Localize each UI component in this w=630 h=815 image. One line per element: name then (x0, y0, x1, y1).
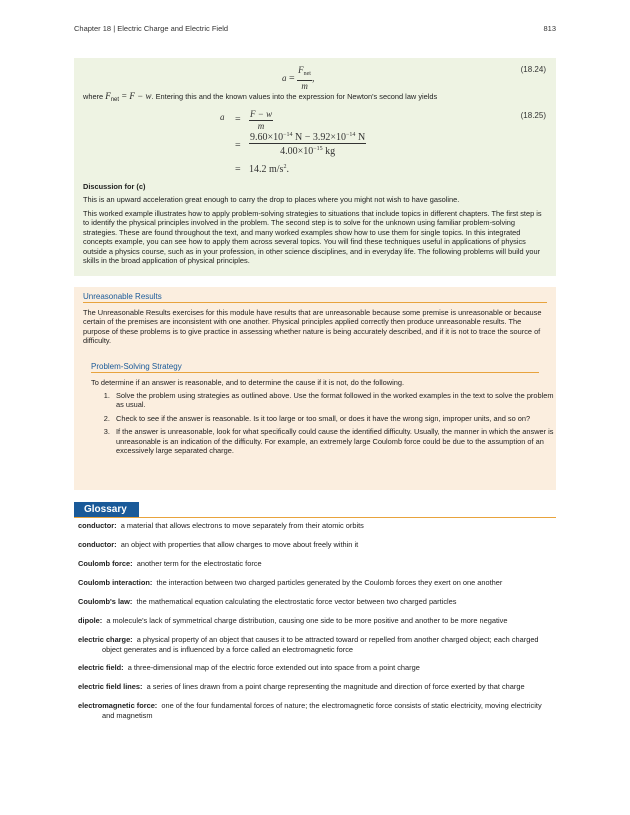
glossary-header (74, 502, 556, 518)
eq2-line2-den-a: 4.00×10 (280, 146, 314, 157)
eq2-line3-end: . (286, 164, 289, 175)
glossary-definition: a physical property of an object that causes it to be attracted toward or repelled from another charged object; each charged object generates and is influenced by a force called an electromagnetic force (102, 634, 539, 654)
glossary-term: Coulomb force: (78, 558, 133, 568)
glossary-entry (78, 521, 554, 531)
glossary-entry (78, 597, 554, 607)
glossary-term: electric charge: (78, 634, 133, 644)
eq2-line2-num-unit: N (355, 132, 366, 143)
eq1-numerator: F (298, 65, 304, 75)
glossary-definition: one of the four fundamental forces of nature; the electromagnetic force consists of static electricity, moving electricity and magnetism (102, 701, 542, 721)
glossary-entry (78, 578, 554, 588)
page-header (74, 24, 556, 33)
unreasonable-results-title: Unreasonable Results (83, 292, 547, 303)
strategy-steps (94, 391, 558, 459)
glossary-entry (78, 635, 554, 654)
eq2-line1-den: m (257, 121, 265, 131)
equation-18-24: a = $\frac{F_{net}}{m}$ , (282, 65, 315, 91)
glossary-term: conductor: (78, 521, 117, 530)
glossary-term: Coulomb interaction: (78, 577, 153, 587)
eq2-line2 (249, 130, 366, 157)
glossary-entry (78, 682, 554, 692)
glossary-definition: an object with properties that allow charges to move about freely within it (120, 539, 359, 549)
eq1-numerator-sub: net (303, 71, 311, 77)
strategy-step: 1. Solve the problem using strategies as outlined above. Use the format followed in the worked examples in the text to solve the problem as usual. (112, 391, 558, 410)
glossary-term: electromagnetic force: (78, 701, 158, 711)
eq2-line1 (249, 109, 273, 132)
equation-number-18-25: (18.25) (520, 111, 546, 120)
strategy-step: 3. If the answer is unreasonable, look for what specifically could cause the identified difficulty. Usually, the manner in which the answer is unreasonable is an indication of the difficulty. For example, an extremely large Coulomb force could be due to the assumption of an excessively large separated charge. (112, 427, 558, 455)
page-number: 813 (543, 24, 556, 33)
where-rhs: = F − w (121, 91, 152, 101)
discussion-paragraph-1: This is an upward acceleration great enough to carry the drop to places where you might not wish to have gasoline. (83, 195, 460, 204)
strategy-intro: To determine if an answer is reasonable, and to determine the cause if it is not, do the following. (91, 378, 405, 387)
glossary-entry (78, 559, 554, 569)
equation-number-18-24: (18.24) (520, 65, 546, 74)
eq2-line1-num: F − w (250, 109, 273, 119)
where-f-net-sub: net (110, 97, 120, 103)
eq2-line3 (249, 164, 289, 175)
eq2-line2-num-a-exp: −14 (283, 132, 293, 138)
glossary-definition: a material that allows electrons to move separately from their atomic orbits (120, 521, 364, 530)
discussion-heading: Discussion for (c) (83, 182, 146, 191)
eq2-equals-1: = (235, 114, 241, 125)
where-line (83, 92, 547, 105)
eq2-line2-num-mid: N − 3.92×10 (292, 132, 347, 143)
strategy-step: 2. Check to see if the answer is reasonable. Is it too large or too small, or does it have the wrong sign, improper units, and so on? (112, 414, 558, 423)
eq2-equals-3: = (235, 164, 241, 175)
eq2-line2-den-unit: kg (322, 146, 336, 157)
glossary-definition: a three-dimensional map of the electric force extended out into space from a point charge (127, 663, 420, 673)
glossary-entry (78, 540, 554, 550)
glossary-definition: a series of lines drawn from a point charge representing the magnitude and direction of force exerted by that charge (146, 682, 525, 692)
glossary-term: Coulomb's law: (78, 596, 133, 606)
chapter-title: Chapter 18 | Electric Charge and Electric Field (74, 24, 229, 33)
glossary-definition: the mathematical equation calculating the electrostatic force vector between two charged particles (136, 596, 457, 606)
glossary-term: electric field lines: (78, 682, 143, 692)
glossary-list (78, 521, 554, 730)
discussion-paragraph-2: This worked example illustrates how to apply problem-solving strategies to situations that include topics in different chapters. The first step is to identify the physical principles involved in the problem. The second step is to solve for the unknown using familiar problem-solving strategies. These are found throughout the text, and many worked examples show how to use them for single topics. In this integrated concepts example, you can see how to apply them across several topics. You will find these techniques useful in applications of physics outside a physics course, such as in your profession, in other science disciplines, and in everyday life. The following problems will build your skills in the broad application of physical principles. (83, 209, 542, 266)
where-suffix: . Entering this and the known values into the expression for Newton's second law yields (151, 92, 438, 101)
worked-example-box (74, 58, 556, 276)
where-prefix: where (83, 92, 104, 101)
where-f-net: F (105, 91, 111, 101)
eq2-line3-exp: 2 (283, 164, 287, 170)
glossary-term: dipole: (78, 615, 103, 625)
eq2-lhs (220, 112, 225, 123)
eq2-line2-num-a: 9.60×10 (250, 132, 284, 143)
eq2-equals-2: = (235, 140, 241, 151)
glossary-entry (78, 616, 554, 626)
unreasonable-results-box (74, 287, 556, 490)
eq1-fraction (297, 65, 312, 92)
eq2-line3-value: 14.2 m/s (249, 164, 284, 175)
glossary-term: conductor: (78, 539, 117, 549)
glossary-entry (78, 701, 554, 720)
glossary-definition: a molecule's lack of symmetrical charge distribution, causing one side to be more positive and another to be more negative (106, 615, 508, 625)
unreasonable-results-body: The Unreasonable Results exercises for this module have results that are unreasonable because some premise is unreasonable or because certain of the premises are inconsistent with one another. Physical principles applied correctly then produce unreasonable results. The purpose of these problems is to give practice in assessing whether nature is being accurately described, and if it is not to trace the source of difficulty. (83, 308, 542, 346)
eq2-lhs-symbol: a (220, 112, 225, 122)
eq2-line2-num-b-exp: −14 (346, 132, 356, 138)
eq2-line2-den-exp: −15 (313, 146, 323, 152)
glossary-entry (78, 663, 554, 673)
glossary-definition: another term for the electrostatic force (136, 558, 262, 568)
eq1-lhs: a (282, 72, 287, 83)
strategy-title: Problem-Solving Strategy (91, 362, 539, 373)
glossary-title: Glossary (74, 502, 139, 517)
glossary-definition: the interaction between two charged particles generated by the Coulomb forces they exert on one another (156, 577, 503, 587)
glossary-term: electric field: (78, 663, 124, 673)
eq1-denominator: m (301, 81, 308, 91)
